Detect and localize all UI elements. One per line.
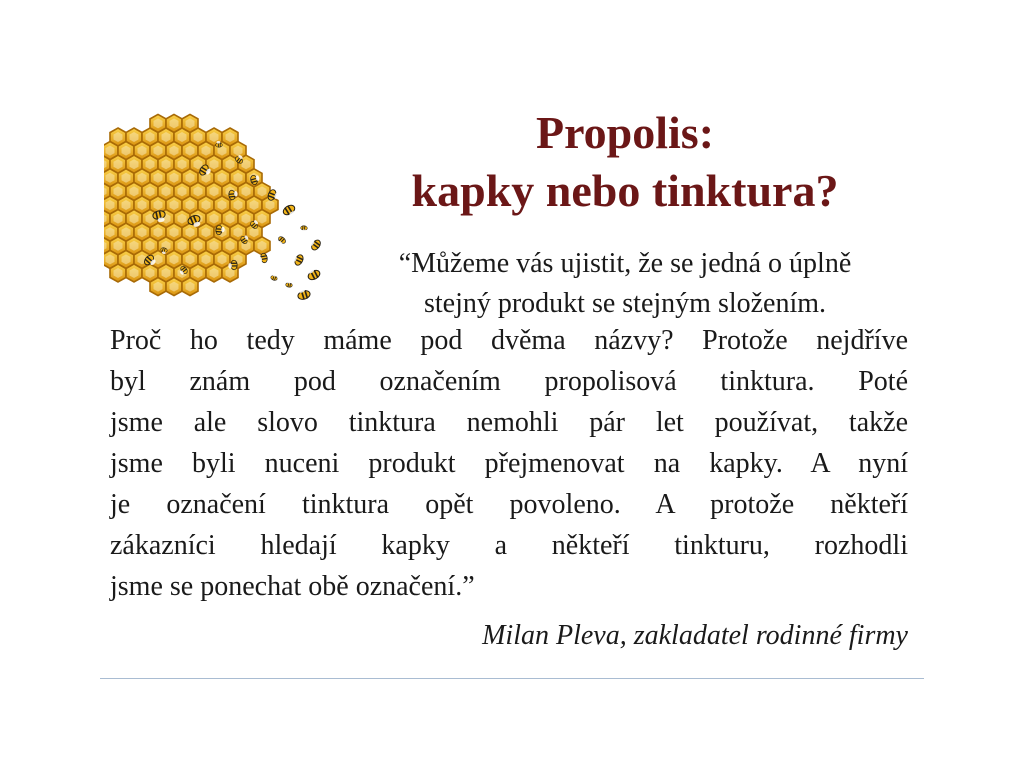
honeycomb-cell	[182, 278, 198, 296]
quote-body-line: jsme se ponechat obě označení.”	[110, 571, 475, 602]
bee-icon	[282, 203, 299, 219]
quote-signature: Milan Pleva, zakladatel rodinné firmy	[482, 620, 908, 651]
quote-lead-line: “Můžeme vás ujistit, že se jedná o úplně	[398, 248, 852, 279]
honeycomb-cell	[206, 264, 222, 282]
quote-body-line: jsme ale slovo tinktura nemohli pár let používat, takže	[110, 407, 908, 438]
quote-body	[110, 320, 908, 607]
bee-icon	[300, 226, 307, 233]
quote-body-line: zákazníci hledají kapky a někteří tinkturu, rozhodli	[110, 530, 908, 561]
quote-body-line: Proč ho tedy máme pod dvěma názvy? Protože nejdříve	[110, 325, 908, 356]
honeycomb-cell	[150, 278, 166, 296]
honeycomb-cell	[126, 264, 142, 282]
quote-lead-line: stejný produkt se stejným složením.	[423, 288, 827, 319]
bee-icon	[305, 266, 321, 282]
bee-icon	[258, 253, 268, 264]
page-title	[330, 104, 920, 220]
honeycomb-cluster	[104, 114, 278, 295]
title-line-1: Propolis:	[535, 107, 715, 158]
bee-icon	[296, 286, 311, 301]
title-line-2: kapky nebo tinktura?	[411, 165, 839, 216]
quote-lead	[330, 244, 920, 324]
bee-icon	[276, 235, 287, 246]
honeycomb-bees-icon	[104, 100, 334, 310]
divider	[100, 678, 924, 679]
bee-icon	[291, 252, 305, 266]
bee-icon	[270, 273, 278, 281]
bee-icon	[285, 281, 293, 288]
honeycomb-cell	[254, 237, 270, 255]
quote-body-line: byl znám pod označením propolisová tinktura. Poté	[110, 366, 908, 397]
honeycomb-cell	[110, 264, 126, 282]
quote-body-line: jsme byli nuceni produkt přejmenovat na kapky. A nyní	[110, 448, 908, 479]
bee-icon	[307, 237, 322, 252]
honeycomb-cell	[166, 278, 182, 296]
quote-body-line: je označení tinktura opět povoleno. A protože někteří	[110, 489, 908, 520]
